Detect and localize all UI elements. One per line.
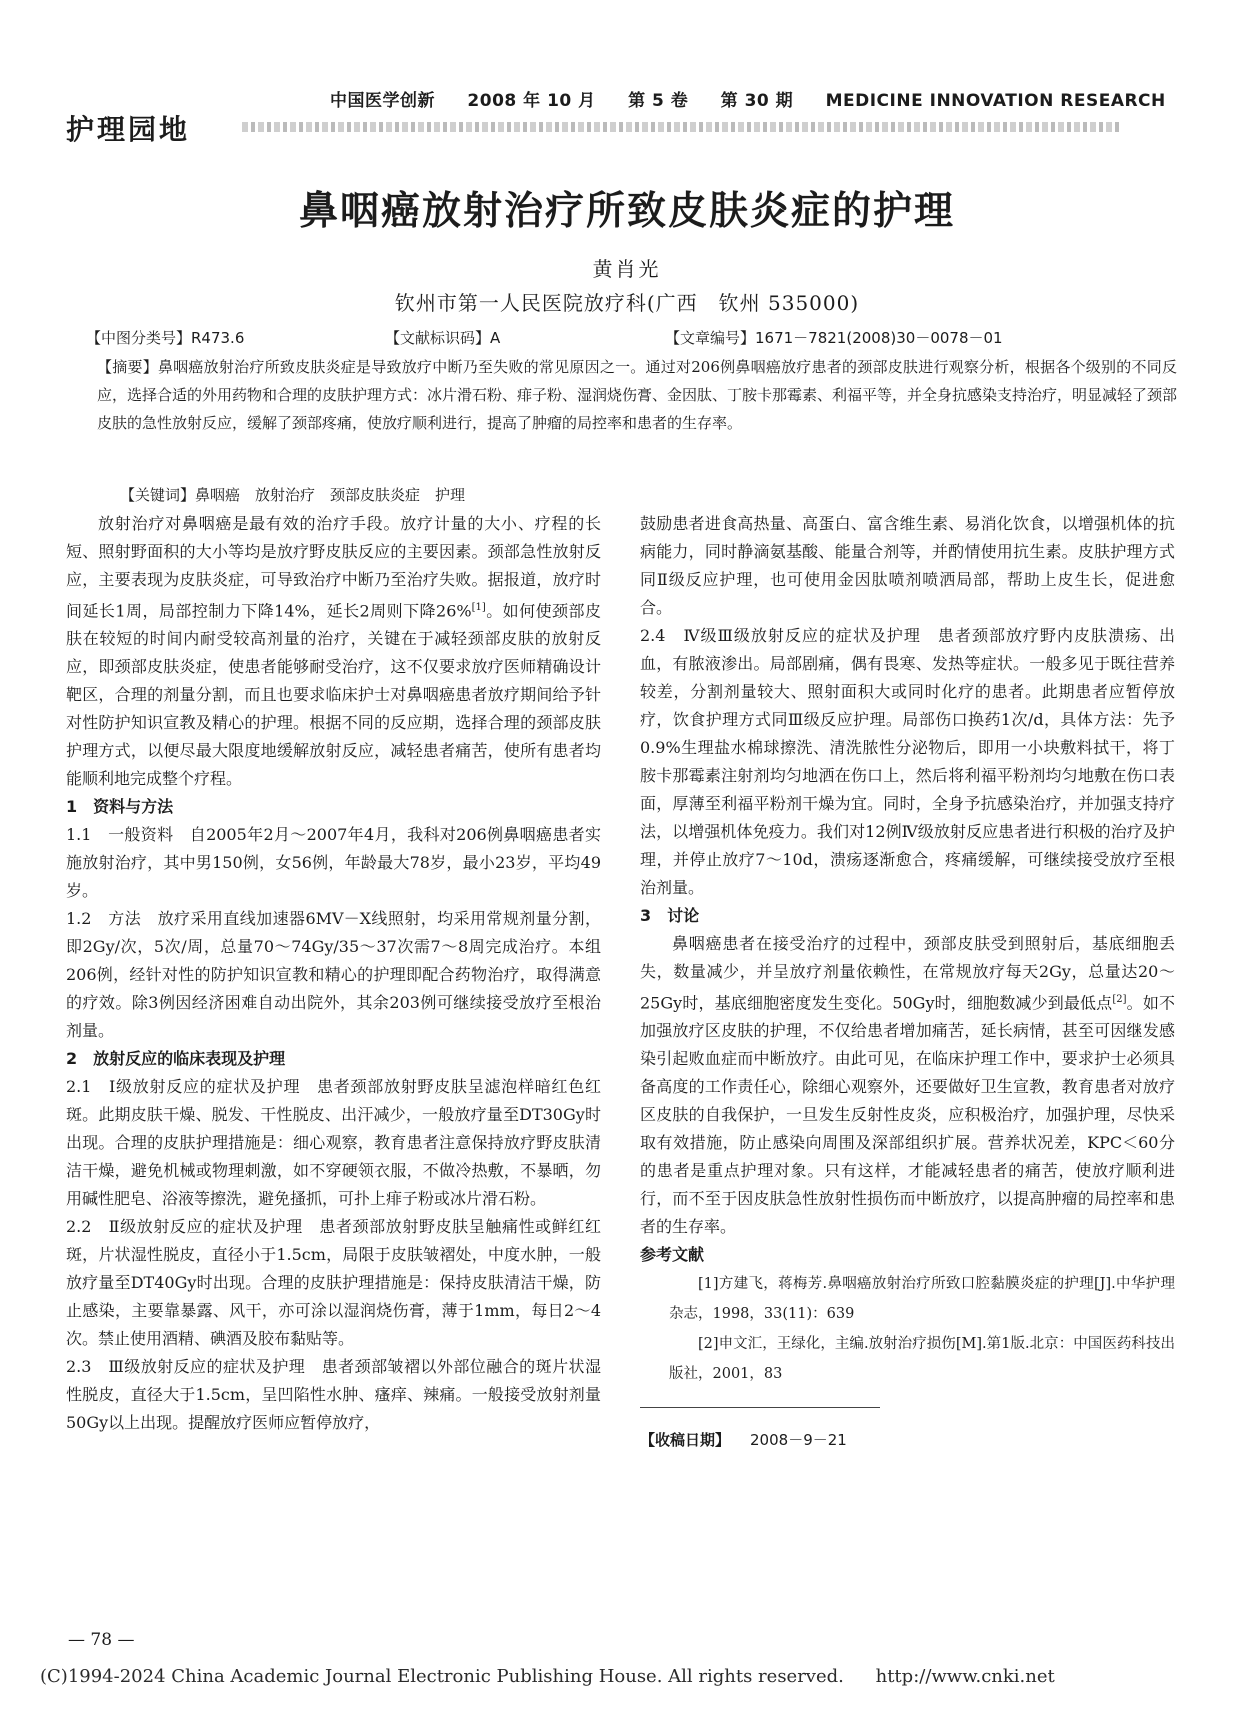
- issue-number: 第 30 期: [720, 91, 794, 111]
- copyright-text: (C)1994-2024 China Academic Journal Electronic Publishing House. All rights reserved.: [40, 1666, 844, 1687]
- section-2-1: 2.1 Ⅰ级放射反应的症状及护理 患者颈部放射野皮肤呈滤泡样暗红色红斑。此期皮肤干燥、脱发、干性脱皮、出汗减少，一般放疗量至DT30Gy时出现。合理的皮肤护理措施是：细心观察，教育患者注意保持放疗野皮肤清洁干燥，避免机械或物理刺激，如不穿硬领衣服，不做冷热敷，不暴晒，勿用碱性肥皂、浴液等擦洗，避免搔抓，可扑上痱子粉或冰片滑石粉。: [66, 1077, 601, 1209]
- section-2-3-continued: 鼓励患者进食高热量、高蛋白、富含维生素、易消化饮食，以增强机体的抗病能力，同时静滴氨基酸、能量合剂等，并酌情使用抗生素。皮肤护理方式同Ⅱ级反应护理，也可使用金因肽喷剂喷洒局部，帮助上皮生长，促进愈合。: [640, 514, 1175, 617]
- issue-date: 2008 年 10 月: [467, 91, 596, 111]
- author: 黄肖光: [592, 257, 662, 281]
- clc-number: 【中图分类号】R473.6: [86, 329, 245, 347]
- section-2-2: 2.2 Ⅱ级放射反应的症状及护理 患者颈部放射野皮肤呈触痛性或鲜红红斑，片状湿性脱皮，直径小于1.5cm，局限于皮肤皱褶处，中度水肿，一般放疗量至DT40Gy时出现。合理的皮肤护理措施是：保持皮肤清洁干燥，防止感染，主要靠暴露、风干，亦可涂以湿润烧伤膏，薄于1mm，每日2～4次。禁止使用酒精、碘酒及胶布黏贴等。: [66, 1217, 601, 1349]
- references-divider: [640, 1407, 880, 1408]
- section-1-1: 1.1 一般资料 自2005年2月～2007年4月，我科对206例鼻咽癌患者实施放射治疗，其中男150例，女56例，年龄最大78岁，最小23岁，平均49岁。: [66, 825, 601, 901]
- section-2-heading: 2 放射反应的临床表现及护理: [66, 1049, 286, 1069]
- discussion-paragraph: 鼻咽癌患者在接受治疗的过程中，颈部皮肤受到照射后，基底细胞丢失，数量减少，并呈放疗剂量依赖性，在常规放疗每天2Gy，总量达20～25Gy时，基底细胞密度发生变化。50Gy时，细胞数减少到最低点[2]。如不加强放疗区皮肤的护理，不仅给患者增加痛苦，延长病情，甚至可因继发感染引起败血症而中断放疗。由此可见，在临床护理工作中，要求护士必须具备高度的工作责任心，除细心观察外，还要做好卫生宣教，教育患者对放疗区皮肤的自我保护，一旦发生反射性皮炎，应积极治疗，加强护理，尽快采取有效措施，防止感染向周围及深部组织扩展。营养状况差，KPC＜60分的患者是重点护理对象。只有这样，才能减轻患者的痛苦，使放疗顺利进行，而不至于因皮肤急性放射性损伤而中断放疗，以提高肿瘤的局控率和患者的生存率。: [640, 934, 1175, 1237]
- section-1-2: 1.2 方法 放疗采用直线加速器6MV－X线照射，均采用常规剂量分割，即2Gy/次，5次/周，总量70～74Gy/35～37次需7～8周完成治疗。本组206例，经针对性的防护知识宣教和精心的护理即配合药物治疗，取得满意的疗效。除3例因经济困难自动出院外，其余203例可继续接受放疗至根治剂量。: [66, 909, 601, 1041]
- copyright-footer: [40, 1666, 1220, 1687]
- references-heading: 参考文献: [640, 1245, 705, 1265]
- reference-1: [1]方建飞，蒋梅芳.鼻咽癌放射治疗所致口腔黏膜炎症的护理[J].中华护理杂志，1998，33(11)：639: [669, 1276, 1175, 1323]
- section-1-heading: 1 资料与方法: [66, 797, 174, 817]
- received-label: 【收稿日期】: [640, 1431, 731, 1450]
- reference-2: [2]申文汇，王绿化，主编.放射治疗损伤[M].第1版.北京：中国医药科技出版社，2001，83: [669, 1336, 1175, 1383]
- intro-paragraph: 放射治疗对鼻咽癌是最有效的治疗手段。放疗计量的大小、疗程的长短、照射野面积的大小等均是放疗野皮肤反应的主要因素。颈部急性放射反应，主要表现为皮肤炎症，可导致治疗中断乃至治疗失败。据报道，放疗时间延长1周，局部控制力下降14%，延长2周则下降26%[1]。如何使颈部皮肤在较短的时间内耐受较高剂量的治疗，关键在于减轻颈部皮肤的放射反应，即颈部皮肤炎症，使患者能够耐受治疗，这不仅要求放疗医师精确设计靶区，合理的剂量分割，而且也要求临床护士对鼻咽癌患者放疗期间给予针对性防护知识宣教及精心的护理。根据不同的反应期，选择合理的颈部皮肤护理方式，以便尽最大限度地缓解放射反应，减轻患者痛苦，使所有患者均能顺利地完成整个疗程。: [66, 514, 601, 789]
- section-banner: 护理园地: [66, 113, 191, 146]
- running-header: [330, 86, 1166, 111]
- right-column: [640, 510, 1175, 1454]
- received-date: [640, 1426, 1175, 1454]
- section-3-heading: 3 讨论: [640, 906, 700, 925]
- article-number: 【文章编号】1671－7821(2008)30－0078－01: [665, 329, 1003, 347]
- abstract: 【摘要】鼻咽癌放射治疗所致皮肤炎症是导致放疗中断乃至失败的常见原因之一。通过对206例鼻咽癌放疗患者的颈部皮肤进行观察分析，根据各个级别的不同反应，选择合适的外用药物和合理的皮肤护理方式：冰片滑石粉、痱子粉、湿润烧伤膏、金因肽、丁胺卡那霉素、利福平等，并全身抗感染支持治疗，明显减轻了颈部皮肤的急性放射反应，缓解了颈部疼痛，使放疗顺利进行，提高了肿瘤的局控率和患者的生存率。: [97, 358, 1178, 432]
- citation-2: [2]: [1112, 994, 1127, 1005]
- journal-name-en: MEDICINE INNOVATION RESEARCH: [825, 91, 1166, 111]
- received-value: 2008－9－21: [750, 1431, 847, 1450]
- banner-rule: [242, 122, 1122, 132]
- affiliation: 钦州市第一人民医院放疗科(广西 钦州 535000): [394, 291, 860, 315]
- document-code: 【文献标识码】A: [385, 329, 501, 347]
- citation-1: [1]: [471, 602, 486, 613]
- section-2-4: 2.4 Ⅳ级Ⅲ级放射反应的症状及护理 患者颈部放疗野内皮肤溃疡、出血，有脓液渗出。局部剧痛，偶有畏寒、发热等症状。一般多见于既往营养较差，分割剂量较大、照射面积大或同时化疗的患者。此期患者应暂停放疗，饮食护理方式同Ⅲ级反应护理。局部伤口换药1次/d，具体方法：先予0.9%生理盐水棉球擦洗、清洗脓性分泌物后，即用一小块敷料拭干，将丁胺卡那霉素注射剂均匀地洒在伤口上，然后将利福平粉剂均匀地敷在伤口表面，厚薄至利福平粉剂干燥为宜。同时，全身予抗感染治疗，并加强支持疗法，以增强机体免疫力。我们对12例Ⅳ级放射反应患者进行积极的治疗及护理，并停止放疗7～10d，溃疡逐渐愈合，疼痛缓解，可继续接受放疗至根治剂量。: [640, 626, 1175, 897]
- page-number: — 78 —: [68, 1630, 135, 1650]
- footer-url[interactable]: http://www.cnki.net: [875, 1666, 1055, 1687]
- volume: 第 5 卷: [628, 91, 689, 111]
- section-2-3: 2.3 Ⅲ级放射反应的症状及护理 患者颈部皱褶以外部位融合的斑片状湿性脱皮，直径大于1.5cm，呈凹陷性水肿、瘙痒、辣痛。一般接受放射剂量50Gy以上出现。提醒放疗医师应暂停放疗，: [66, 1357, 601, 1433]
- left-column: [66, 510, 601, 1437]
- article-title: 鼻咽癌放射治疗所致皮肤炎症的护理: [298, 189, 955, 234]
- journal-name-cn: 中国医学创新: [330, 91, 435, 111]
- keywords: 【关键词】鼻咽癌 放射治疗 颈部皮肤炎症 护理: [120, 486, 466, 504]
